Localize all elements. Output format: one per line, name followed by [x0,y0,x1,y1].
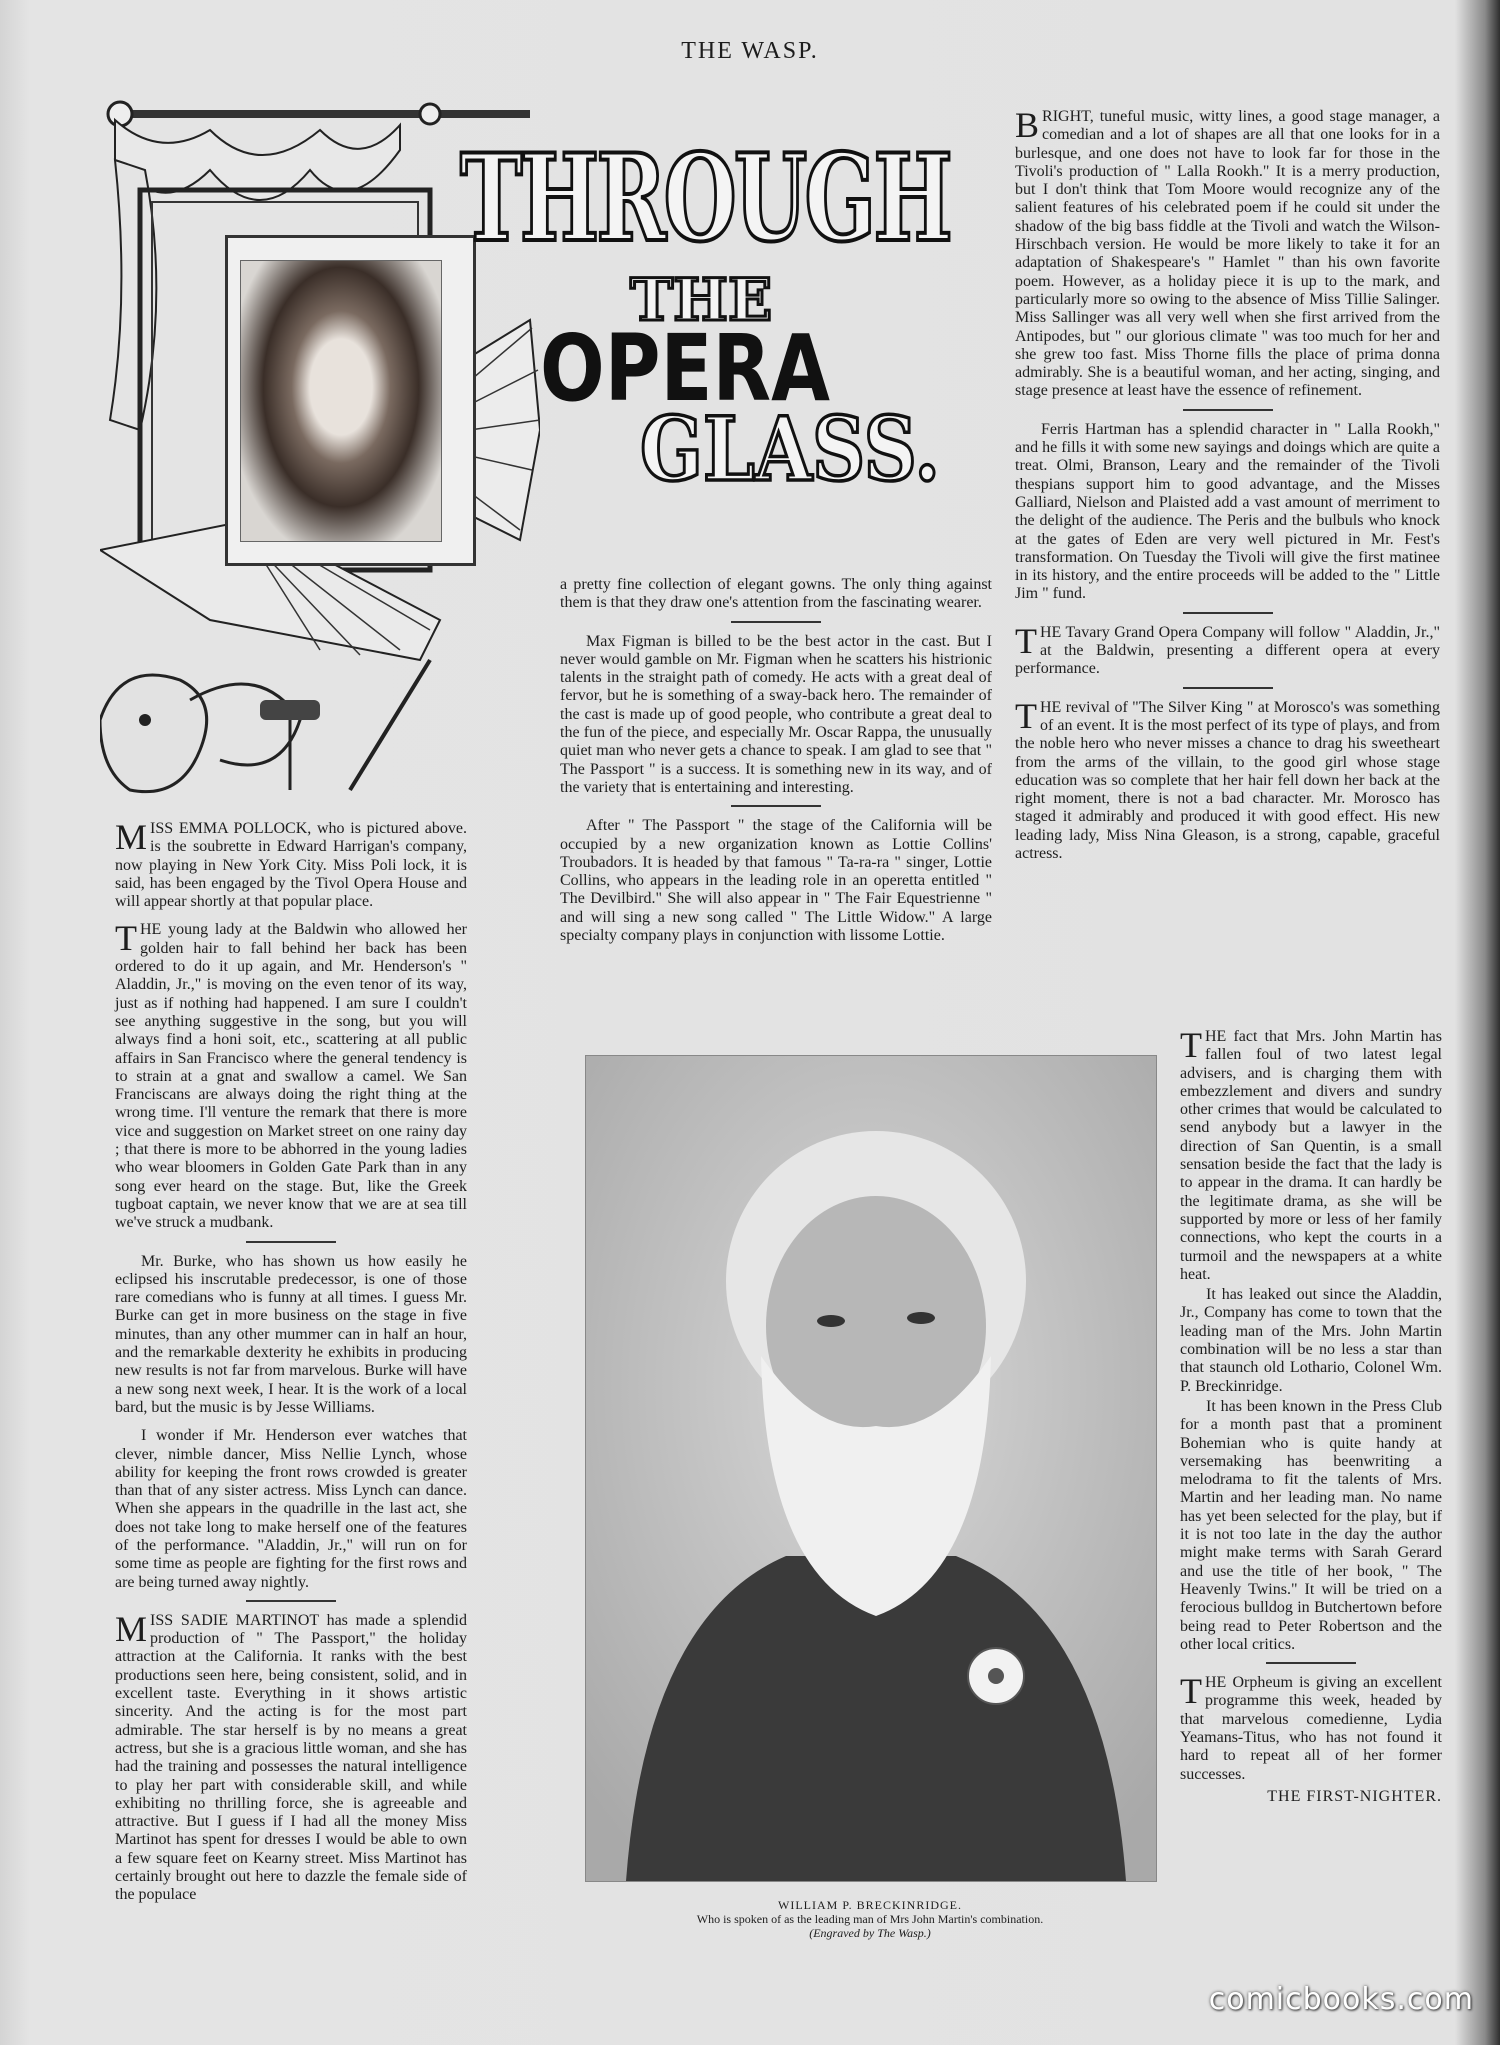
paragraph-emma-pollock [115,817,467,911]
paragraph-lottie-collins: After " The Passport " the stage of the California will be occupied by a new organization known as Lottie Collins' Troubadors. It is headed by that famous " Ta-ra-ra " singer, Lottie Collins, who appears in the leading role in an operetta entitled " The Devilbird." She will also appear in " The Fair Equestrienne " and will sing a new song called " The Little Widow." A large specialty company plays in conjunction with lissome Lottie. [560,817,992,945]
divider [1183,687,1273,689]
paragraph-henderson: I wonder if Mr. Henderson ever watches that clever, nimble dancer, Miss Nellie Lynch, whose ability for keeping the front rows crowded is greater than that of any sister actress. Miss Lynch can dance. When she appears in the quadrille in the last act, she does not take long to make herself one of the features of the performance. "Aladdin, Jr.," will run on for some time as people are fighting for the first rows and are being turned away nightly. [115,1427,467,1591]
paragraph-press-club: It has been known in the Press Club for a month past that a prominent Bohemian who is quite handy at versemaking has beenwriting a melodrama to fit the talents of Mrs. Martin and her leading man. No name has yet been selected for the play, but if it is not too late in the day the author might make terms with Sarah Gerard and use the title of her book, " The Heavenly Twins." It will be tried on a ferocious bulldog in Butchertown before being read to Peter Robertson and the other local critics. [1180,1397,1442,1653]
byline-signature: THE FIRST-NIGHTER. [1267,1787,1442,1805]
divider [246,1241,336,1243]
paragraph-leaked-out: It has leaked out since the Aladdin, Jr., Company has come to town that the leading man of the Mrs. John Martin combination will be no less a star than that staunch old Lothario, Colonel Wm. P. Breckinridge. [1180,1286,1442,1395]
caption-credit: (Engraved by The Wasp.) [809,1926,931,1940]
engraved-portrait [586,1056,1156,1881]
paragraph-text: HE revival of "The Silver King " at Morosco's was something of an event. It is the most perfect of its type of plays, and from the noble hero who never misses a chance to drag his sweetheart from the arms of the villain, to the good girl whose stage education was so complete that her hair fell down her back at the right moment, there is not a bad character. Mr. Morosco has staged it admirably and produced it with good effect. His new leading lady, Miss Nina Gleason, is a strong, capable, graceful actress. [1015,698,1440,862]
divider [1266,1662,1356,1664]
paragraph-text: HE Orpheum is giving an excellent programme this week, headed by that marvelous comedienne, Lydia Yeamans-Titus, who has not found it hard to repeat all of her former successes. [1180,1674,1442,1783]
paragraph-mrs-martin [1180,1025,1442,1284]
drop-cap: T [1180,1025,1202,1065]
drop-cap: M [115,817,148,857]
drop-cap: T [115,918,137,959]
paragraph-text: ISS EMMA POLLOCK, who is pictured above. is the soubrette in Edward Harrigan's company, now playing in New York City. Miss Poli lock, it is said, has been engaged by the Tivol Opera House and will appear shortly at that popular place. [115,820,467,911]
divider [731,805,821,807]
drop-cap: T [1180,1671,1202,1712]
title-through: THROUGH [460,128,950,269]
breckinridge-portrait-photo [585,1055,1157,1882]
caption-name: WILLIAM P. BRECKINRIDGE. [778,1898,962,1912]
paragraph-lalla-rookh [1015,105,1440,401]
divider [1183,612,1273,614]
divider [246,1600,336,1602]
paragraph-figman: Max Figman is billed to be the best actor in the cast. But I never would gamble on Mr. Figman when he scatters his histrionic talents in the straight path of comedy. He acts with a great deal of fervor, but he is something of a sway-back hero. The remainder of the cast is made up of good people, who contribute a great deal to the fun of the piece, and especially Mr. Oscar Rappa, the unusually quiet man who never gets a chance to speak. I am glad to see that " The Passport " is a success. It is something new in its way, and of the variety that is entertaining and interesting. [560,632,992,796]
title-art [440,110,960,530]
divider [731,621,821,623]
divider [1183,409,1273,411]
drop-cap: T [1015,620,1037,661]
paragraph-text: ISS SADIE MARTINOT has made a splendid production of " The Passport," the holiday attraction at the California. It ranks with the best productions seen here, being consistent, solid, and in excellent taste. Everything in it shows artistic sincerity. And the acting is for the most part admirable. The star herself is by no means a great actress, but she is a gracious little woman, and she has had the training and possesses the natural intelligence to play her part with considerable skill, and while exhibiting no thrilling force, she is agreeable and attractive. But I guess if I had all the money Miss Martinot has spent for dresses I would be able to own a few square feet on Kearny street. Miss Martinot has certainly brought out here to dazzle the female side of the populace [115,1611,467,1904]
column-4 [1180,1025,1442,1806]
paragraph-burke: Mr. Burke, who has shown us how easily he eclipsed his inscrutable predecessor, is one of those rare comedians who is funny at all times. I guess Mr. Burke can get in more business on the stage in five minutes, than any other mummer can in half an hour, and the remarkable dexterity he exhibits in producing new results is not far from marvelous. Burke will have a new song next week, I hear. It is the work of a local bard, but the music is by Jesse Williams. [115,1252,467,1416]
paragraph-martinot [115,1608,467,1905]
paragraph-text: HE fact that Mrs. John Martin has fallen foul of two latest legal advisers, and is charging them with embezzlement and divers and sundry other crimes that would be calculated to send anybody but a lawyer in the direction of San Quentin, is a small sensation beside the fact that the lady is to appear in the drama. It can hardly be the legitimate drama, as she will be supported by more or less of her family connections, who kept the courts in a turmoil and the newspapers at a white heat. [1180,1028,1442,1283]
column-2 [560,576,992,947]
title-opera: OPERA [540,315,830,422]
site-watermark: comicbooks.com [1208,1982,1474,2017]
title-glass: GLASS. [640,397,940,501]
paragraph-tavary [1015,620,1440,679]
paragraph-hartman: Ferris Hartman has a splendid character in " Lalla Rookh," and he fills it with some new sayings and doings which are quite a treat. Olmi, Branson, Leary and the remainder of the Tivoli thespians support him to good advantage, and the Misses Galliard, Nielson and Plaisted add a vast amount of merriment to the delight of the audience. The Peris and the bulbuls who knock at the gates of Eden are very well pictured in Mr. Fest's transformation. On Tuesday the Tivoli will give the first matinee in its history, and the entire proceeds will be added to the " Little Jim " fund. [1015,420,1440,603]
drop-cap: M [115,1608,148,1649]
title-the: THE [630,266,773,334]
caption-line: Who is spoken of as the leading man of Mrs John Martin's combination. [696,1912,1044,1926]
drop-cap: B [1015,105,1040,145]
paragraph-text: HE young lady at the Baldwin who allowed her golden hair to fall behind her back has been ordered to do it up again, and Mr. Henderson's " Aladdin, Jr.," is moving on the even tenor of its way, just as if nothing had happened. I am sure I couldn't see anything suggestive in the song, but you will always find a honi soit, etc., scattering at all public affairs in San Francisco where the general tendency is to strain at a gnat and swallow a camel. We San Franciscans are always doing the right thing at the wrong time. I'll venture the remark that there is more vice and suggestion on Market street on one rainy day ; that there is more to be abhorred in the young ladies who wear bloomers in Golden Gate Park than in any song ever heard on the stage. But, like the Greek tugboat captain, we never know that we are at sea till we've struck a mudbank. [115,921,467,1232]
column-1 [115,817,467,1907]
photo-caption [585,1898,1155,1940]
paragraph-text: RIGHT, tuneful music, witty lines, a good stage manager, a comedian and a lot of shapes are all that one looks for in a burlesque, and one does not have to look far for those in the Tivoli's production of " Lalla Rookh." It is a merry production, but I don't think that Tom Moore would recognize any of the salient features of his celebrated poem if he could sit under the shadow of the big bass fiddle at the Tivoli and watch the Wilson-Hirschbach version. He would be more likely to take it for an adaptation of Shakespeare's " Hamlet " than his own favorite poem. However, as a holiday piece it is up to the mark, and particularly more so owing to the absence of Miss Tillie Salinger. Miss Sallinger was all very well when she first arrived from the Antipodes, but " our glorious climate " was too much for her and she grew too fast. Miss Thorne fills the place of prima donna admirably. She is a beautiful woman, and her acting, singing, and stage presence at least have the essence of refinement. [1015,108,1440,400]
emma-pollock-portrait [240,260,442,542]
paragraph-gowns: a pretty fine collection of elegant gowns. The only thing against them is that they draw one's attention from the fascinating wearer. [560,576,992,612]
paragraph-orpheum [1180,1671,1442,1784]
masthead: THE WASP. [681,38,819,64]
column-3 [1015,105,1440,865]
drop-cap: T [1015,695,1037,736]
paragraph-baldwin [115,918,467,1232]
paragraph-silver-king [1015,695,1440,864]
paragraph-text: HE Tavary Grand Opera Company will follow " Aladdin, Jr.," at the Baldwin, presenting a different opera at every performance. [1015,623,1440,678]
